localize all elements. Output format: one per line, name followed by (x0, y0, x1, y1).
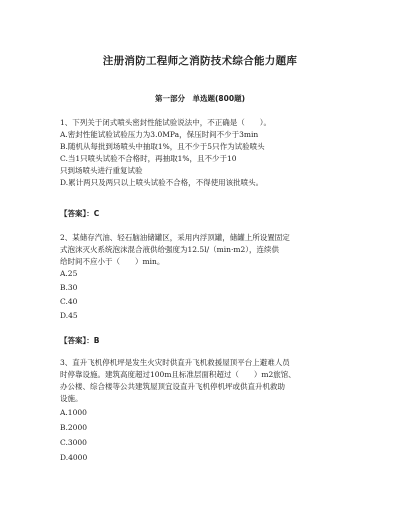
option-c: C.当1只喷头试验不合格时，再抽取1%，且不少于10 (60, 154, 237, 163)
option-a: A.25 (60, 269, 78, 278)
question-stem-line: 办公楼、综合楼等公共建筑屋顶宜设直升飞机停机坪或供直升机救助 (60, 382, 285, 391)
option-d: D.累计两只及两只以上喷头试验不合格，不得使用该批喷头。 (60, 178, 264, 187)
answer-label: 【答案】：B (60, 336, 100, 345)
question-stem-line: 3、直升飞机停机坪是发生火灾时供直升飞机救援屋顶平台上避难人员 (60, 358, 290, 367)
section-heading: 第一部分 单选题(800题) (154, 94, 245, 103)
option-d: D.45 (60, 311, 78, 320)
option-c: C.40 (60, 297, 78, 306)
option-d: D.4000 (60, 453, 88, 462)
option-b: B.2000 (60, 423, 87, 432)
option-a: A.1000 (60, 408, 87, 417)
question-stem-line: 式泡沫灭火系统泡沫混合液供给强度为12.5l/（min·m2），连续供 (60, 245, 279, 254)
option-a: A.密封性能试验试验压力为3.0MPa，保压时间不少于3min (60, 130, 259, 139)
option-c-continued: 只到场喷头进行重复试验 (60, 166, 143, 175)
question-stem-line: 2、某储存汽油、轻石脑油储罐区，采用内浮顶罐，储罐上所设置固定 (60, 233, 290, 242)
option-b: B.随机从每批到场喷头中抽取1%，且不少于5只作为试验喷头 (60, 142, 265, 151)
question-stem-line: 设施。 (60, 394, 83, 403)
option-c: C.3000 (60, 438, 87, 447)
document-title: 注册消防工程师之消防技术综合能力题库 (102, 55, 298, 67)
answer-label: 【答案】：C (60, 209, 100, 218)
question-stem-line: 给时间不应小于（ ）min。 (60, 257, 165, 266)
option-b: B.30 (60, 283, 78, 292)
question-stem-line: 1、下列关于闭式喷头密封性能试验说法中，不正确是（ ）。 (60, 118, 272, 127)
question-stem-line: 时停靠设施。建筑高度超过100m且标准层面积超过（ ）m2旅馆、 (60, 370, 296, 379)
